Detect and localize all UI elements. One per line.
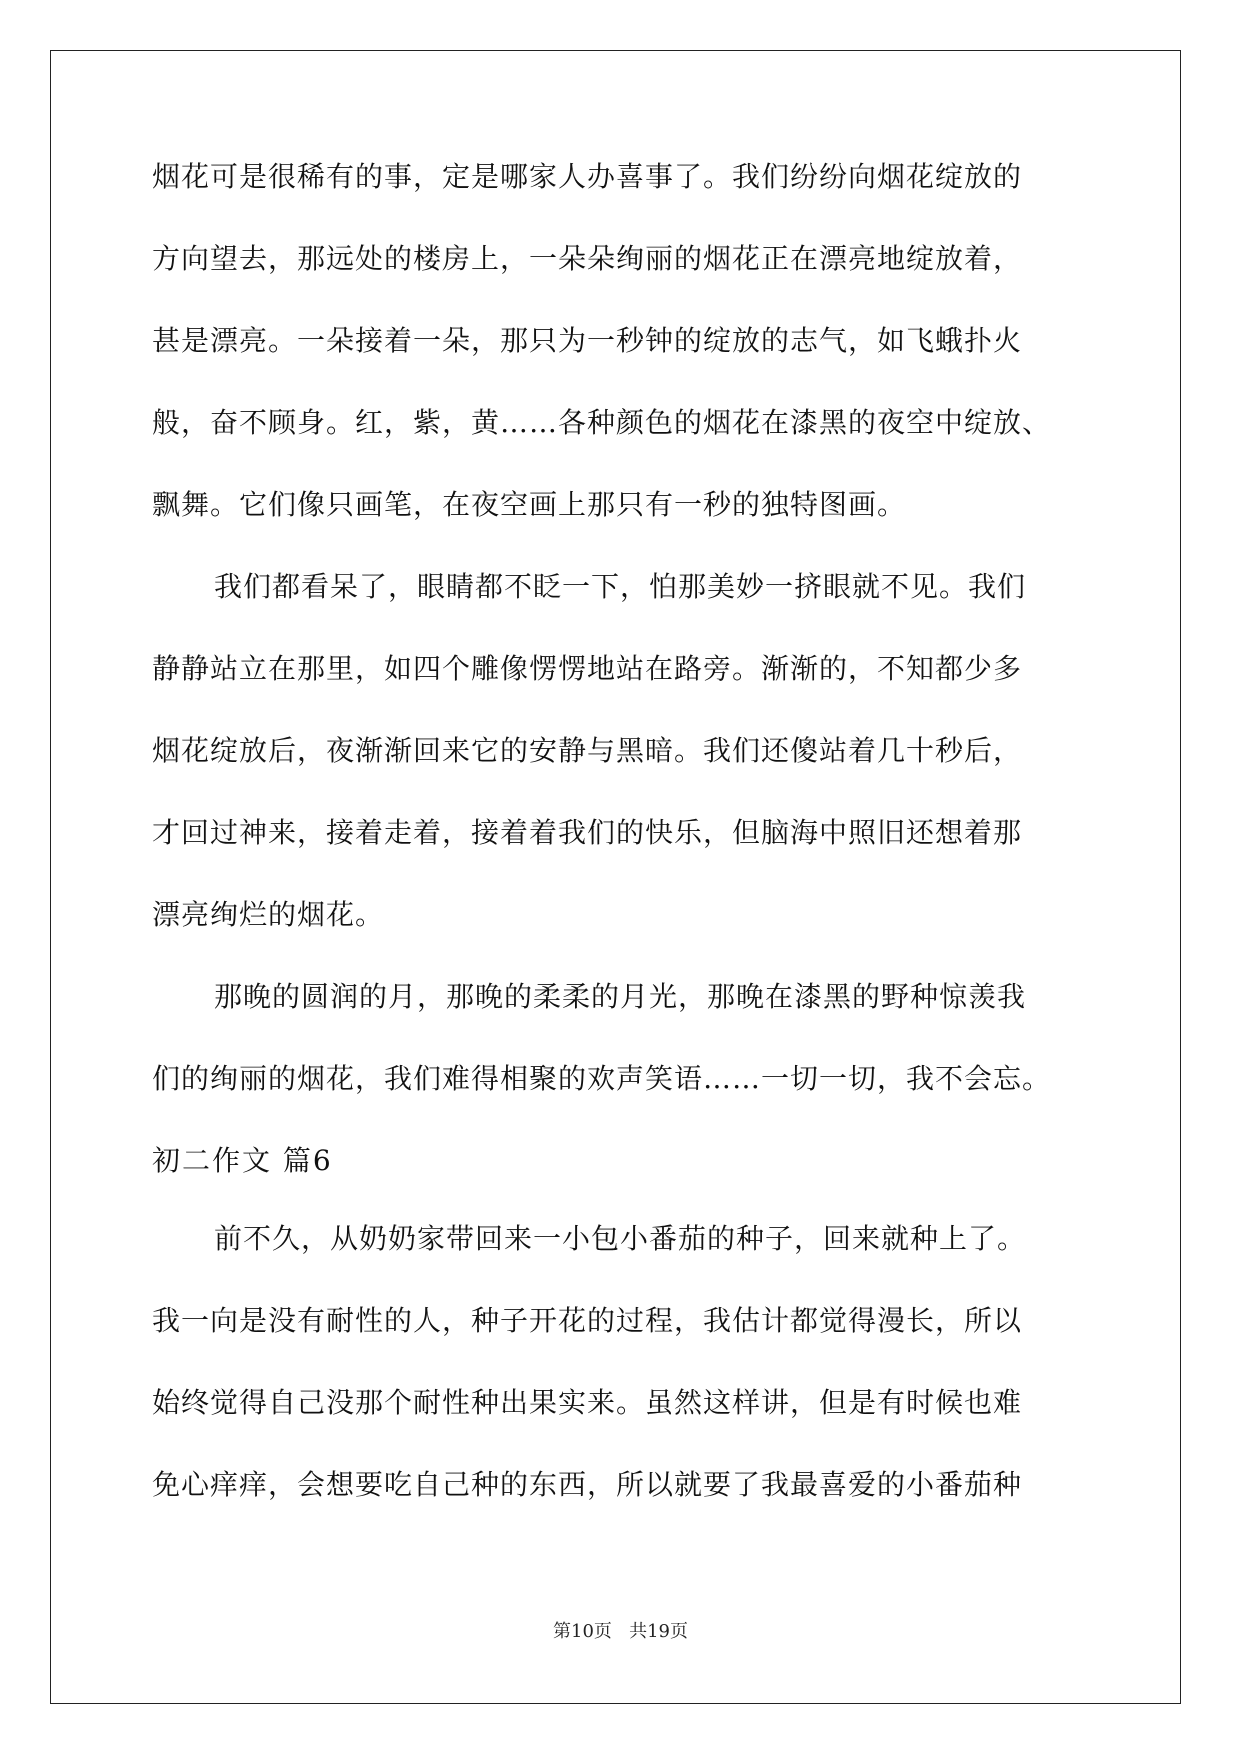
document-body (152, 160, 1092, 1550)
text-line: 烟花可是很稀有的事，定是哪家人办喜事了。我们纷纷向烟花绽放的 (152, 160, 1023, 193)
text-line: 免心痒痒，会想要吃自己种的东西，所以就要了我最喜爱的小番茄种 (152, 1468, 1023, 1501)
page-number-footer: 第10页 共19页 (553, 1621, 688, 1642)
text-line: 静静站立在那里，如四个雕像愣愣地站在路旁。渐渐的，不知都少多 (152, 652, 1023, 685)
text-line: 飘舞。它们像只画笔，在夜空画上那只有一秒的独特图画。 (152, 488, 907, 521)
text-line: 们的绚丽的烟花，我们难得相聚的欢声笑语……一切一切，我不会忘。 (152, 1062, 1052, 1095)
section-heading: 初二作文 篇6 (152, 1144, 333, 1177)
text-line: 才回过神来，接着走着，接着着我们的快乐，但脑海中照旧还想着那 (152, 816, 1023, 849)
paragraph-start-line: 前不久，从奶奶家带回来一小包小番茄的种子，回来就种上了。 (214, 1222, 1027, 1255)
text-line: 般，奋不顾身。红，紫，黄……各种颜色的烟花在漆黑的夜空中绽放、 (152, 406, 1052, 439)
text-line: 漂亮绚烂的烟花。 (152, 898, 385, 931)
text-line: 方向望去，那远处的楼房上，一朵朵绚丽的烟花正在漂亮地绽放着， (152, 242, 1023, 275)
paragraph-start-line: 我们都看呆了，眼睛都不眨一下，怕那美妙一挤眼就不见。我们 (214, 570, 1027, 603)
text-line: 烟花绽放后，夜渐渐回来它的安静与黑暗。我们还傻站着几十秒后， (152, 734, 1023, 767)
text-line: 甚是漂亮。一朵接着一朵，那只为一秒钟的绽放的志气，如飞蛾扑火 (152, 324, 1023, 357)
text-line: 我一向是没有耐性的人，种子开花的过程，我估计都觉得漫长，所以 (152, 1304, 1023, 1337)
text-line: 始终觉得自己没那个耐性种出果实来。虽然这样讲，但是有时候也难 (152, 1386, 1023, 1419)
paragraph-start-line: 那晚的圆润的月，那晚的柔柔的月光，那晚在漆黑的野种惊羡我 (214, 980, 1027, 1013)
